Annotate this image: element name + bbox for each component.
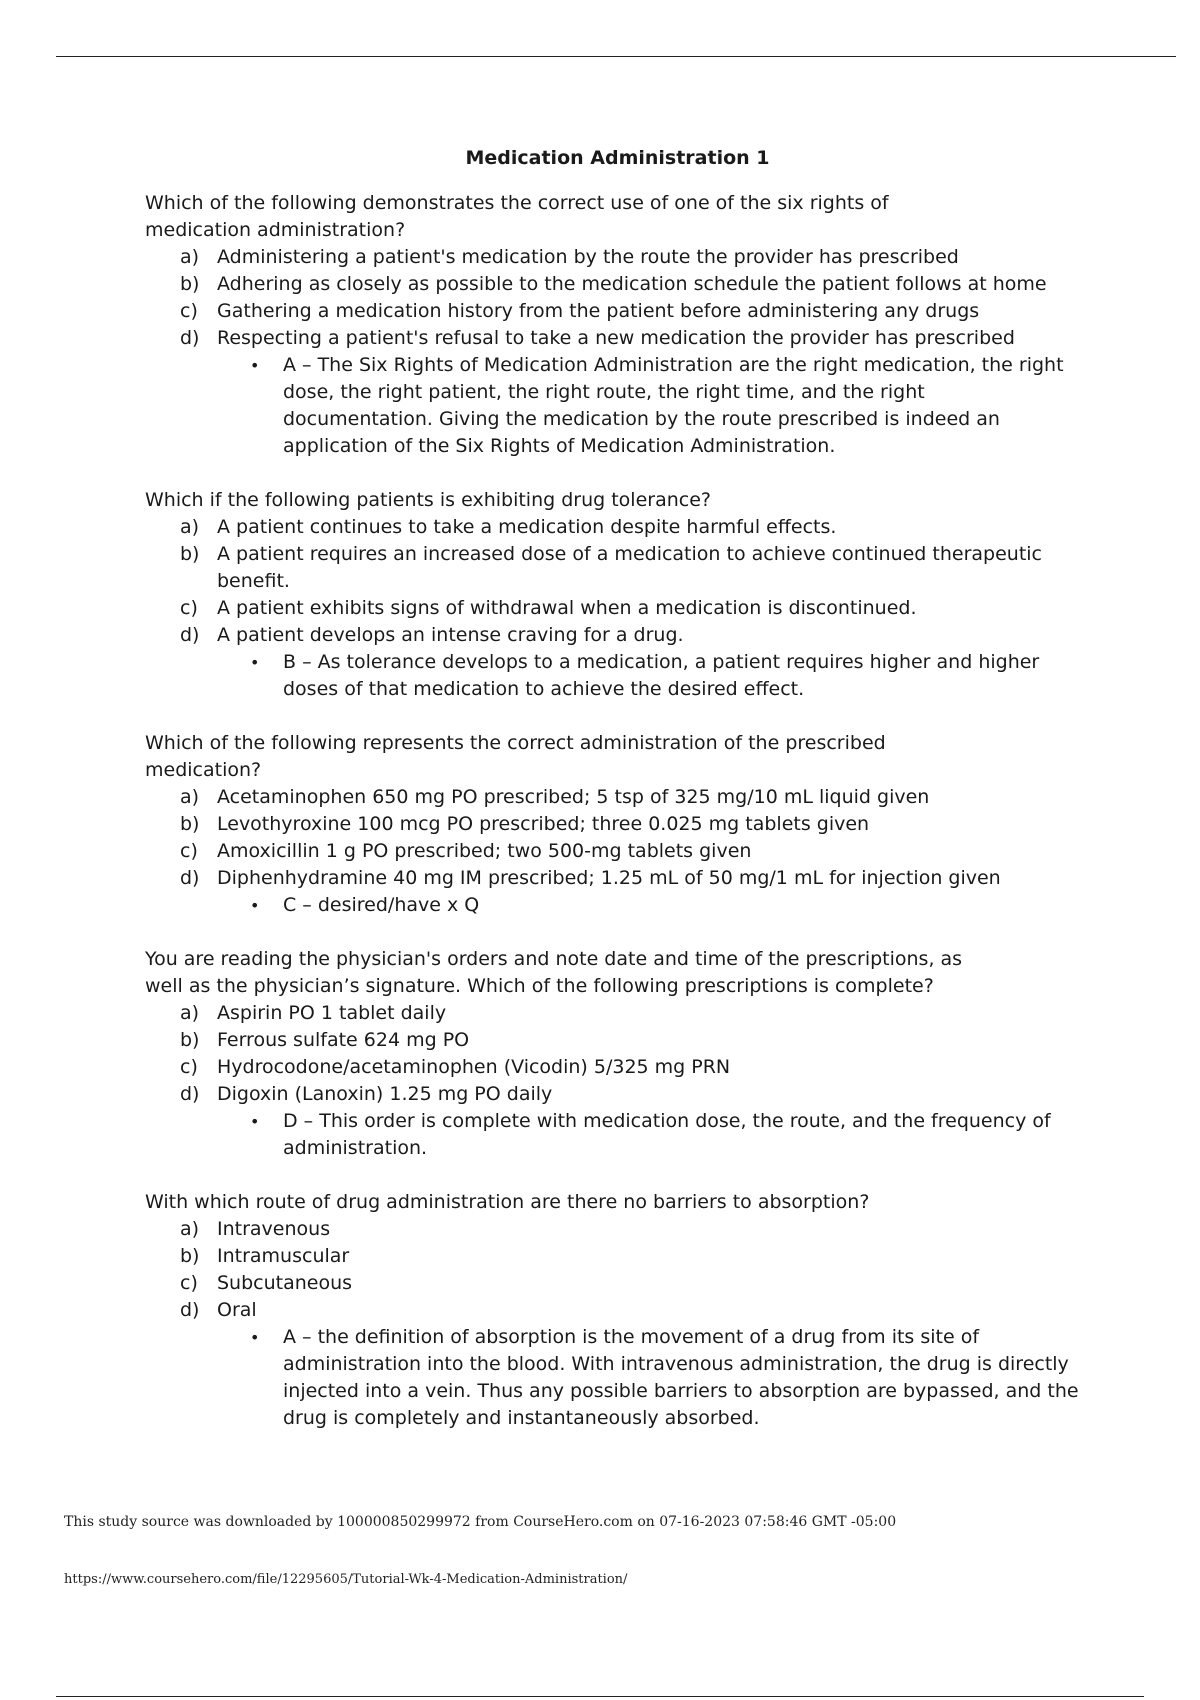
question-text: Which of the following demonstrates the correct use of one of the six rights of medication administration?: [145, 192, 889, 241]
option-letter: c): [180, 300, 198, 322]
option-item: [145, 1000, 1090, 1027]
answer-explanation: [145, 892, 1080, 919]
option-letter: c): [180, 1056, 198, 1078]
page-title: Medication Administration 1: [465, 147, 770, 169]
option-list: [145, 1216, 1090, 1324]
bullet-icon: •: [250, 356, 260, 375]
question-text: You are reading the physician's orders and note date and time of the prescriptions, as well as the physician’s signature. Which of the following prescriptions is complete?: [145, 948, 963, 997]
answer-text: A – The Six Rights of Medication Administration are the right medication, the right dose, the right patient, the right route, the right time, and the right documentation. Giving the medication by the route prescribed is indeed an application of the Six Rights of Medication Administration.: [283, 354, 1064, 457]
question-block-1: [145, 190, 1090, 460]
option-item: [145, 325, 1090, 352]
bullet-icon: •: [250, 896, 260, 915]
option-text: Administering a patient's medication by the route the provider has prescribed: [217, 246, 959, 268]
option-text: Intravenous: [217, 1218, 331, 1240]
option-item: [145, 541, 1090, 595]
option-text: A patient develops an intense craving for a drug.: [217, 624, 684, 646]
option-item: [145, 1243, 1090, 1270]
option-text: Diphenhydramine 40 mg IM prescribed; 1.25 mL of 50 mg/1 mL for injection given: [217, 867, 1001, 889]
option-letter: a): [180, 786, 200, 808]
option-text: A patient continues to take a medication despite harmful effects.: [217, 516, 837, 538]
answer-explanation: [145, 352, 1080, 460]
option-text: A patient exhibits signs of withdrawal when a medication is discontinued.: [217, 597, 917, 619]
answer-text: C – desired/have x Q: [283, 894, 480, 916]
option-letter: d): [180, 1083, 200, 1105]
question-block-5: [145, 1189, 1090, 1432]
bullet-icon: •: [250, 1112, 260, 1131]
option-letter: d): [180, 624, 200, 646]
option-text: Adhering as closely as possible to the medication schedule the patient follows at home: [217, 273, 1047, 295]
option-text: Amoxicillin 1 g PO prescribed; two 500-mg tablets given: [217, 840, 752, 862]
question-list: [145, 190, 1090, 1432]
option-item: [145, 1027, 1090, 1054]
option-item: [145, 1297, 1090, 1324]
option-letter: c): [180, 840, 198, 862]
source-url: https://www.coursehero.com/file/12295605/Tutorial-Wk-4-Medication-Administration/: [64, 1572, 628, 1587]
question-block-3: [145, 730, 1090, 919]
answer-text: B – As tolerance develops to a medication, a patient requires higher and higher doses of that medication to achieve the desired effect.: [283, 651, 1040, 700]
option-text: Subcutaneous: [217, 1272, 353, 1294]
option-letter: d): [180, 1299, 200, 1321]
option-letter: a): [180, 516, 200, 538]
option-item: [145, 298, 1090, 325]
option-text: Levothyroxine 100 mcg PO prescribed; three 0.025 mg tablets given: [217, 813, 870, 835]
question-text: Which of the following represents the correct administration of the prescribed medication?: [145, 732, 886, 781]
option-item: [145, 244, 1090, 271]
answer-explanation: [145, 1324, 1080, 1432]
option-text: Aspirin PO 1 tablet daily: [217, 1002, 447, 1024]
option-letter: a): [180, 1002, 200, 1024]
bullet-icon: •: [250, 653, 260, 672]
question-block-2: [145, 487, 1090, 703]
option-list: [145, 784, 1090, 892]
option-letter: c): [180, 597, 198, 619]
option-text: Acetaminophen 650 mg PO prescribed; 5 tsp of 325 mg/10 mL liquid given: [217, 786, 930, 808]
option-item: [145, 1270, 1090, 1297]
option-text: A patient requires an increased dose of a medication to achieve continued therapeutic benefit.: [217, 543, 1042, 592]
option-item: [145, 838, 1090, 865]
option-list: [145, 244, 1090, 352]
option-item: [145, 514, 1090, 541]
question-text: Which if the following patients is exhibiting drug tolerance?: [145, 489, 711, 511]
option-item: [145, 1216, 1090, 1243]
bottom-rule: [56, 1696, 1144, 1697]
option-letter: b): [180, 1029, 200, 1051]
option-letter: d): [180, 867, 200, 889]
option-letter: b): [180, 543, 200, 565]
top-rule: [56, 56, 1176, 57]
option-letter: b): [180, 1245, 200, 1267]
answer-explanation: [145, 649, 1080, 703]
option-text: Digoxin (Lanoxin) 1.25 mg PO daily: [217, 1083, 553, 1105]
option-letter: a): [180, 1218, 200, 1240]
question-block-4: [145, 946, 1090, 1162]
option-text: Oral: [217, 1299, 257, 1321]
option-text: Hydrocodone/acetaminophen (Vicodin) 5/325 mg PRN: [217, 1056, 731, 1078]
answer-explanation: [145, 1108, 1080, 1162]
option-letter: a): [180, 246, 200, 268]
option-letter: c): [180, 1272, 198, 1294]
option-text: Respecting a patient's refusal to take a new medication the provider has prescribed: [217, 327, 1015, 349]
option-list: [145, 514, 1090, 649]
option-list: [145, 1000, 1090, 1108]
option-letter: d): [180, 327, 200, 349]
option-item: [145, 622, 1090, 649]
document-body: [145, 145, 1090, 1459]
option-text: Gathering a medication history from the patient before administering any drugs: [217, 300, 980, 322]
option-text: Ferrous sulfate 624 mg PO: [217, 1029, 470, 1051]
option-item: [145, 1081, 1090, 1108]
bullet-icon: •: [250, 1328, 260, 1347]
option-item: [145, 1054, 1090, 1081]
option-letter: b): [180, 273, 200, 295]
question-text: With which route of drug administration are there no barriers to absorption?: [145, 1191, 870, 1213]
option-text: Intramuscular: [217, 1245, 350, 1267]
option-item: [145, 811, 1090, 838]
answer-text: A – the definition of absorption is the movement of a drug from its site of administration into the blood. With intravenous administration, the drug is directly injected into a vein. Thus any possible barriers to absorption are bypassed, and the drug is completely and instantaneously absorbed.: [283, 1326, 1079, 1429]
download-source-note: This study source was downloaded by 100000850299972 from CourseHero.com on 07-16-2023 07:58:46 GMT -05:00: [64, 1514, 897, 1530]
option-item: [145, 865, 1090, 892]
option-letter: b): [180, 813, 200, 835]
option-item: [145, 271, 1090, 298]
answer-text: D – This order is complete with medication dose, the route, and the frequency of administration.: [283, 1110, 1051, 1159]
option-item: [145, 595, 1090, 622]
option-item: [145, 784, 1090, 811]
